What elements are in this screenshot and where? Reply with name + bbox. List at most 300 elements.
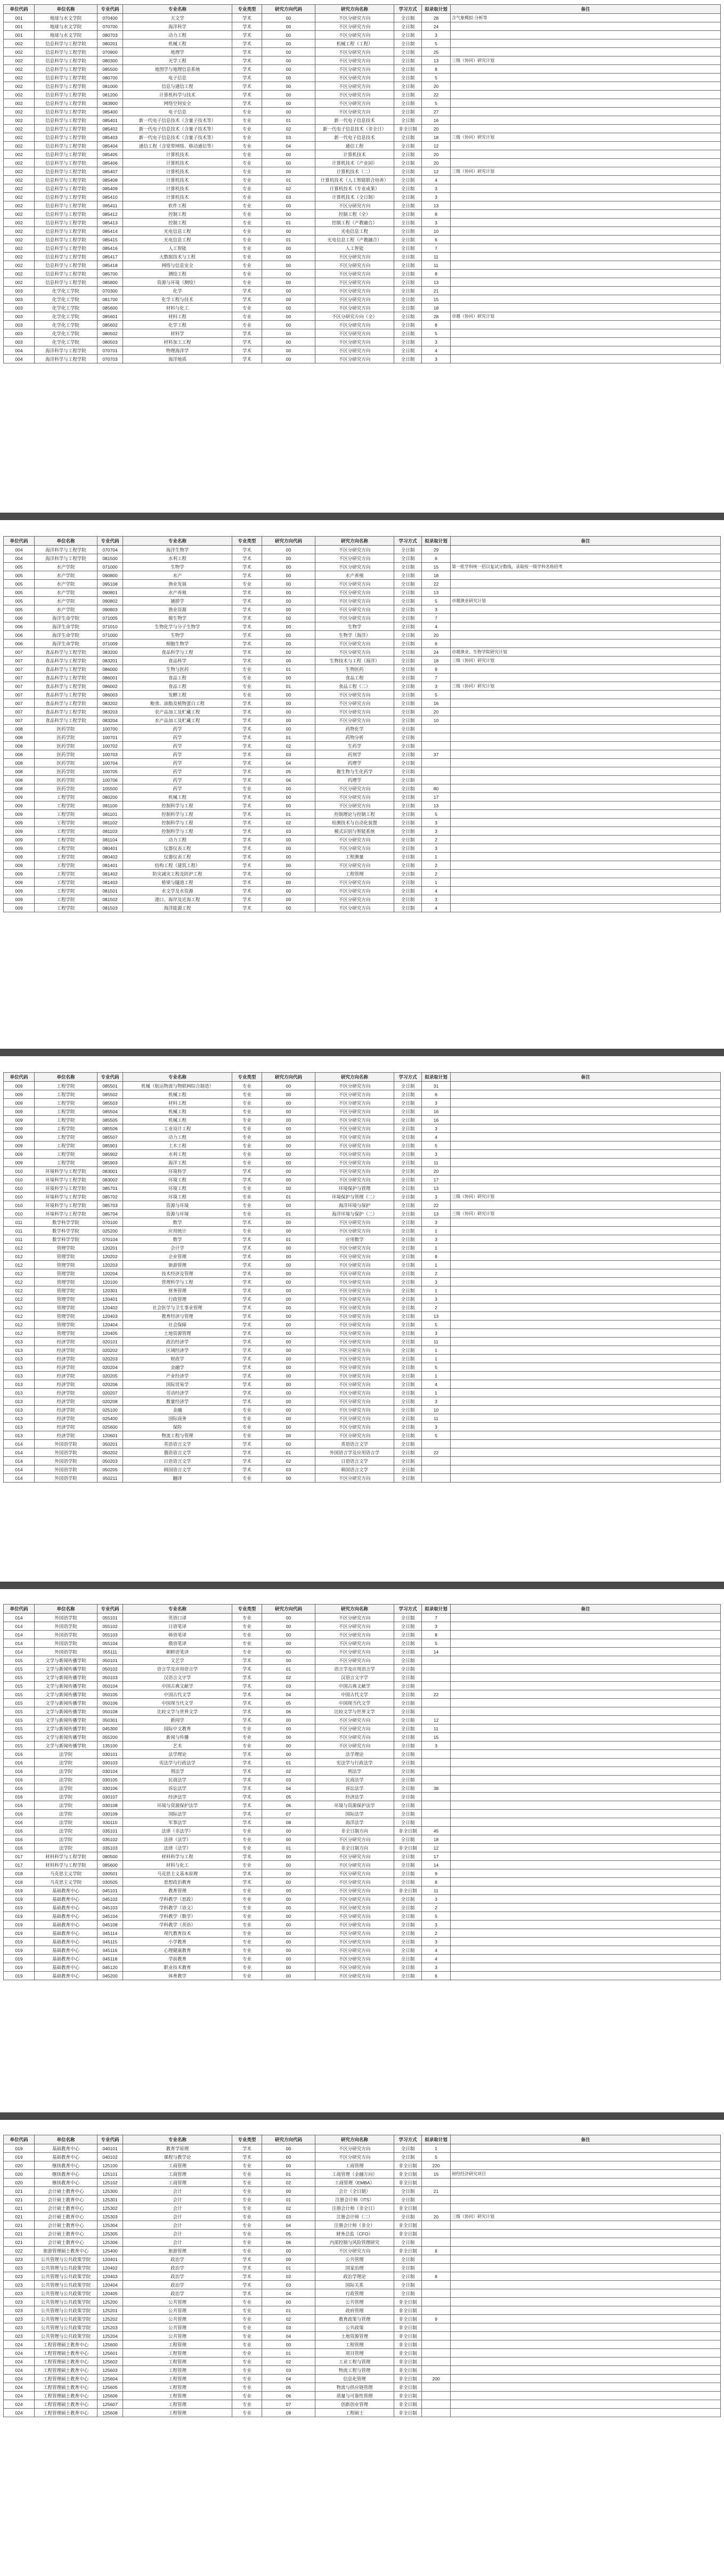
cell-direction-code: 00 [262,1363,315,1372]
cell-major-code: 083203 [97,708,123,716]
cell-major-name: 计算机技术 [123,176,232,184]
cell-admission-plan: 6 [422,639,451,648]
cell-remarks [451,1278,721,1286]
cell-direction-code: 00 [262,48,315,56]
cell-remarks [451,776,721,784]
cell-unit-name: 工程学院 [35,1090,97,1099]
table-row [4,580,721,588]
cell-direction-name: 不区分研究方向 [315,716,394,725]
table-row [4,295,721,304]
cell-major-name: 学科教学（数学） [123,1912,232,1921]
cell-remarks: 第一批学科统一招以复试分数线，录取按一级学科名称招考 [451,563,721,571]
cell-direction-code: 00 [262,1631,315,1639]
cell-unit-name: 信息科学与工程学院 [35,218,97,227]
cell-study-mode: 全日制 [394,716,422,725]
cell-unit-name: 管理学院 [35,1252,97,1261]
cell-admission-plan: 3 [422,1423,451,1431]
cell-unit-code: 021 [4,2213,35,2221]
cell-direction-code: 00 [262,614,315,622]
cell-direction-code: 00 [262,1082,315,1090]
cell-unit-code: 005 [4,563,35,571]
cell-direction-name: 不区分研究方向 [315,91,394,99]
cell-major-type: 专业 [232,1614,262,1622]
table-row [4,614,721,622]
cell-direction-code: 01 [262,2196,315,2204]
cell-major-code: 085406 [97,159,123,167]
cell-admission-plan: 8 [422,1252,451,1261]
cell-remarks [451,2272,721,2281]
cell-remarks [451,287,721,295]
cell-major-name: 教育学原理 [123,2144,232,2153]
cell-unit-code: 013 [4,1380,35,1389]
cell-major-name: 政治学 [123,2272,232,2281]
cell-admission-plan: 13 [422,1210,451,1218]
cell-major-code: 080402 [97,853,123,861]
cell-admission-plan: 5 [422,1639,451,1648]
table-row [4,597,721,605]
cell-major-name: 化学 [123,287,232,295]
cell-major-code: 070104 [97,1235,123,1244]
cell-major-type: 专业 [232,1955,262,1963]
cell-unit-code: 023 [4,2323,35,2332]
cell-major-code: 071009 [97,639,123,648]
cell-remarks [451,1912,721,1921]
cell-major-type: 专业 [232,2247,262,2255]
cell-unit-code: 010 [4,1210,35,1218]
cell-direction-code: 00 [262,708,315,716]
cell-direction-name: 控制工程（产教融合） [315,218,394,227]
cell-unit-name: 经济学院 [35,1406,97,1414]
cell-unit-code: 012 [4,1329,35,1338]
cell-unit-name: 外国语学院 [35,1614,97,1622]
cell-major-name: 行政管理 [123,1295,232,1303]
cell-major-name: 计算机技术 [123,150,232,159]
table-row [4,1903,721,1912]
cell-major-name: 会计 [123,2213,232,2221]
table-row [4,193,721,201]
cell-direction-name: 环境保护与管理 [315,1184,394,1193]
cell-major-name: 社会保障 [123,1321,232,1329]
cell-major-name: 英语口译 [123,1614,232,1622]
cell-major-code: 125605 [97,2383,123,2392]
cell-remarks [451,338,721,346]
cell-direction-name: 注册会计师（非全） [315,2221,394,2230]
cell-direction-code: 00 [262,1372,315,1380]
cell-direction-code: 00 [262,725,315,733]
cell-direction-name: 环境保护与管理（二） [315,1193,394,1201]
cell-direction-code: 00 [262,895,315,904]
cell-major-code: 125302 [97,2204,123,2213]
cell-direction-name: 英语语言文学 [315,1440,394,1448]
cell-direction-code: 00 [262,1648,315,1656]
cell-major-name: 政治学 [123,2264,232,2272]
table-row [4,1835,721,1844]
cell-unit-name: 法学院 [35,1801,97,1810]
cell-major-name: 计算机技术 [123,159,232,167]
cell-admission-plan: 3 [422,1329,451,1338]
cell-unit-name: 化学化工学院 [35,321,97,329]
cell-admission-plan: 10 [422,227,451,236]
cell-major-code: 100704 [97,759,123,767]
cell-direction-name: 不区分研究方向 [315,1107,394,1116]
cell-major-code: 085417 [97,253,123,261]
cell-unit-name: 工程管理硕士教育中心 [35,2409,97,2417]
cell-direction-code: 01 [262,1665,315,1673]
cell-direction-code: 02 [262,819,315,827]
cell-admission-plan: 1 [422,1346,451,1355]
cell-study-mode: 全日制 [394,648,422,657]
cell-unit-code: 002 [4,184,35,193]
cell-unit-name: 文学与新闻传播学院 [35,1733,97,1741]
cell-remarks [451,1963,721,1972]
cell-unit-code: 014 [4,1639,35,1648]
cell-unit-code: 020 [4,2178,35,2187]
cell-remarks [451,622,721,631]
cell-direction-name: 不区分研究方向 [315,580,394,588]
cell-remarks [451,184,721,193]
cell-major-code: 050101 [97,1656,123,1665]
cell-major-name: 控制工程 [123,218,232,227]
cell-unit-name: 管理学院 [35,1244,97,1252]
table-header-row [4,2135,721,2144]
cell-major-name: 心理健康教育 [123,1946,232,1955]
cell-unit-code: 002 [4,278,35,287]
cell-major-code: 085401 [97,116,123,125]
cell-major-type: 专业 [232,1193,262,1201]
cell-major-type: 专业 [232,1150,262,1159]
cell-study-mode: 全日制 [394,1141,422,1150]
cell-major-name: 学科教学（英语） [123,1921,232,1929]
cell-unit-code: 009 [4,878,35,887]
cell-direction-name: 新一代电子信息技术 [315,116,394,125]
cell-major-name: 水产 [123,571,232,580]
cell-direction-name: 不区分研究方向 [315,1423,394,1431]
cell-direction-code: 00 [262,227,315,236]
cell-major-name: 工商管理 [123,2178,232,2187]
cell-major-name: 人工智能 [123,244,232,253]
cell-unit-code: 023 [4,2272,35,2281]
cell-direction-code: 00 [262,1614,315,1622]
cell-major-name: 中国古典文献学 [123,1682,232,1690]
table-row [4,1423,721,1431]
cell-major-name: 计算机技术 [123,193,232,201]
column-header-unit-code: 单位代码 [4,537,35,546]
cell-unit-code: 016 [4,1827,35,1835]
cell-major-code: 020205 [97,1372,123,1380]
cell-remarks: 三级（协同）研究计划 [451,1193,721,1201]
cell-major-name: 数学 [123,1235,232,1244]
cell-major-type: 专业 [232,304,262,312]
cell-direction-name: 海洋法学 [315,1818,394,1827]
cell-unit-name: 材料科学与工程学院 [35,1852,97,1861]
cell-study-mode: 全日制 [394,1278,422,1286]
cell-study-mode: 非全日制 [394,1827,422,1835]
cell-admission-plan [422,1474,451,1483]
cell-direction-code: 00 [262,1389,315,1397]
cell-major-name: 政治学 [123,2255,232,2264]
table-row [4,819,721,827]
column-header-remarks: 备注 [451,5,721,14]
cell-study-mode: 全日制 [394,321,422,329]
cell-admission-plan [422,2323,451,2332]
cell-major-type: 学术 [232,22,262,31]
cell-remarks [451,605,721,614]
cell-study-mode: 全日制 [394,99,422,108]
cell-direction-name: 不区分研究方向 [315,1869,394,1878]
cell-direction-name: 光电信息工程（产教融合） [315,236,394,244]
cell-major-name: 比较文学与世界文学 [123,1707,232,1716]
cell-remarks [451,887,721,895]
cell-direction-name: 不区分研究方向 [315,346,394,355]
cell-unit-name: 医药学院 [35,767,97,776]
cell-major-type: 学术 [232,338,262,346]
cell-major-name: 语言学及应用语言学 [123,1665,232,1673]
table-row [4,1099,721,1107]
cell-unit-code: 015 [4,1724,35,1733]
cell-unit-name: 会计硕士教育中心 [35,2221,97,2230]
cell-major-name: 旅游管理 [123,1261,232,1269]
cell-major-code: 050108 [97,1707,123,1716]
cell-remarks [451,2358,721,2366]
cell-unit-code: 006 [4,631,35,639]
enrollment-table [3,1604,721,1980]
cell-remarks [451,708,721,716]
cell-study-mode: 全日制 [394,338,422,346]
cell-unit-name: 马克思主义学院 [35,1878,97,1886]
table-row [4,1210,721,1218]
cell-admission-plan: 20 [422,125,451,133]
table-row [4,1457,721,1465]
column-header-direction-name: 研究方向名称 [315,5,394,14]
column-header-remarks: 备注 [451,2135,721,2144]
cell-major-code: 050211 [97,1474,123,1483]
cell-major-name: 物理海洋学 [123,346,232,355]
cell-major-code: 120403 [97,2272,123,2281]
cell-study-mode: 全日制 [394,1082,422,1090]
cell-unit-name: 文学与新闻传播学院 [35,1656,97,1665]
cell-major-code: 045101 [97,1886,123,1895]
cell-unit-name: 环境科学与工程学院 [35,1210,97,1218]
cell-direction-name: 不区分研究方向 [315,74,394,82]
cell-unit-name: 公共管理与公共政策学院 [35,2281,97,2289]
cell-unit-code: 021 [4,2187,35,2196]
cell-major-name: 日语语言文学 [123,1457,232,1465]
cell-study-mode: 全日制 [394,142,422,150]
cell-direction-code: 03 [262,2366,315,2375]
cell-study-mode: 全日制 [394,776,422,784]
cell-major-type: 专业 [232,142,262,150]
table-row [4,708,721,716]
cell-major-name: 工程管理 [123,2366,232,2375]
cell-study-mode: 全日制 [394,1810,422,1818]
cell-unit-name: 工程学院 [35,793,97,801]
cell-study-mode: 全日制 [394,1406,422,1414]
cell-unit-code: 015 [4,1682,35,1690]
cell-remarks: 三级（协同）研究计划 [451,657,721,665]
table-row [4,648,721,657]
cell-direction-code: 00 [262,1218,315,1227]
cell-unit-code: 019 [4,1912,35,1921]
cell-unit-name: 经济学院 [35,1355,97,1363]
cell-direction-name: 不区分研究方向 [315,878,394,887]
cell-direction-name: 药物化学 [315,725,394,733]
cell-unit-name: 工程管理硕士教育中心 [35,2400,97,2409]
cell-major-code: 030103 [97,1759,123,1767]
cell-remarks [451,261,721,270]
cell-major-code: 085414 [97,227,123,236]
cell-remarks [451,74,721,82]
cell-major-type: 专业 [232,125,262,133]
cell-direction-name: 外国语言学及应用语言学 [315,1448,394,1457]
cell-direction-name: 通信工程 [315,142,394,150]
cell-remarks [451,1921,721,1929]
cell-major-code: 030105 [97,1776,123,1784]
cell-study-mode: 非全日制 [394,2340,422,2349]
cell-unit-code: 018 [4,1869,35,1878]
cell-major-code: 050202 [97,1448,123,1457]
cell-unit-name: 食品科学与工程学院 [35,699,97,708]
cell-unit-code: 020 [4,2170,35,2178]
cell-major-type: 专业 [232,2187,262,2196]
cell-remarks [451,2332,721,2340]
column-header-major-type: 专业类型 [232,1073,262,1082]
cell-unit-name: 工程学院 [35,887,97,895]
cell-major-code: 080200 [97,793,123,801]
cell-major-name: 中国古代文学 [123,1690,232,1699]
cell-direction-name: 日语语言文学 [315,1457,394,1465]
cell-major-name: 土木工程 [123,1141,232,1150]
cell-admission-plan: 3 [422,1295,451,1303]
cell-major-code: 125600 [97,2340,123,2349]
cell-unit-code: 018 [4,1878,35,1886]
table-row [4,2144,721,2153]
cell-unit-name: 工程学院 [35,1133,97,1141]
cell-major-code: 040101 [97,2144,123,2153]
cell-direction-name: 国际法学 [315,1810,394,1818]
cell-admission-plan: 7 [422,1614,451,1622]
cell-direction-code: 00 [262,1269,315,1278]
cell-major-code: 025400 [97,1414,123,1423]
cell-major-name: 国际贸易学 [123,1380,232,1389]
cell-major-type: 学术 [232,870,262,878]
table-header-row [4,1073,721,1082]
cell-direction-code: 06 [262,1801,315,1810]
cell-admission-plan: 24 [422,648,451,657]
cell-remarks [451,1665,721,1673]
cell-direction-name: 应用数学 [315,1235,394,1244]
cell-major-name: 材料与化工 [123,304,232,312]
cell-direction-code: 00 [262,1312,315,1321]
cell-unit-code: 009 [4,1116,35,1124]
cell-major-type: 专业 [232,2315,262,2323]
cell-admission-plan: 4 [422,176,451,184]
cell-major-code: 085403 [97,133,123,142]
cell-direction-name: 工商管理（EMBA） [315,2178,394,2187]
cell-major-code: 125204 [97,2332,123,2340]
cell-study-mode: 全日制 [394,895,422,904]
cell-major-type: 学术 [232,750,262,759]
column-header-admission-plan: 拟录取计划 [422,1073,451,1082]
cell-major-type: 学术 [232,14,262,22]
cell-major-name: 机械工程 [123,1090,232,1099]
table-row [4,716,721,725]
cell-unit-name: 基础教育中心 [35,1903,97,1912]
cell-unit-code: 015 [4,1699,35,1707]
cell-study-mode: 全日制 [394,91,422,99]
cell-direction-name: 不区分研究方向 [315,1244,394,1252]
cell-remarks [451,2238,721,2247]
cell-major-name: 物流工程与管理 [123,1431,232,1440]
cell-remarks [451,2306,721,2315]
cell-major-type: 专业 [232,2230,262,2238]
cell-major-name: 工程管理 [123,2400,232,2409]
cell-direction-code: 00 [262,22,315,31]
cell-major-type: 学术 [232,554,262,563]
cell-unit-code: 010 [4,1201,35,1210]
cell-remarks [451,571,721,580]
cell-study-mode: 全日制 [394,133,422,142]
cell-unit-code: 012 [4,1269,35,1278]
cell-unit-code: 012 [4,1278,35,1286]
table-row [4,1227,721,1235]
cell-unit-code: 024 [4,2358,35,2366]
cell-unit-name: 外国语学院 [35,1622,97,1631]
cell-remarks [451,1150,721,1159]
cell-direction-code: 00 [262,716,315,725]
cell-admission-plan: 5 [422,74,451,82]
cell-major-name: 经济法学 [123,1793,232,1801]
cell-direction-code: 01 [262,682,315,691]
cell-direction-name: 不区分研究方向 [315,56,394,65]
table-row [4,2196,721,2204]
cell-direction-code: 00 [262,853,315,861]
cell-admission-plan: 18 [422,133,451,142]
cell-unit-code: 016 [4,1767,35,1776]
cell-study-mode: 全日制 [394,878,422,887]
cell-direction-name: 不区分研究方向 [315,329,394,338]
cell-unit-name: 外国语学院 [35,1440,97,1448]
cell-major-name: 网络空间安全 [123,99,232,108]
table-row [4,1767,721,1776]
cell-direction-name: 物流工程与管理 [315,2366,394,2375]
cell-admission-plan: 20 [422,150,451,159]
column-header-direction-code: 研究方向代码 [262,5,315,14]
cell-remarks: 卓越渔业研究计划 [451,597,721,605]
cell-direction-name: 检测技术与自动化装置 [315,819,394,827]
cell-major-type: 专业 [232,1724,262,1733]
cell-direction-name: 质量与可靠性管理 [315,2392,394,2400]
cell-major-type: 学术 [232,1690,262,1699]
cell-direction-name: 国际关系 [315,2281,394,2289]
cell-study-mode: 全日制 [394,253,422,261]
cell-unit-code: 007 [4,716,35,725]
cell-unit-code: 006 [4,639,35,648]
cell-direction-name: 海洋环境与保护 [315,1201,394,1210]
cell-direction-code: 00 [262,1286,315,1295]
cell-major-name: 微生物学 [123,614,232,622]
cell-study-mode: 全日制 [394,167,422,176]
cell-remarks [451,2221,721,2230]
cell-remarks [451,1448,721,1457]
cell-major-type: 学术 [232,2153,262,2161]
cell-admission-plan [422,2349,451,2358]
table-row [4,184,721,193]
cell-major-code: 070900 [97,48,123,56]
cell-major-code: 100700 [97,725,123,733]
cell-unit-code: 019 [4,1963,35,1972]
table-row [4,1716,721,1724]
cell-study-mode: 全日制 [394,1346,422,1355]
